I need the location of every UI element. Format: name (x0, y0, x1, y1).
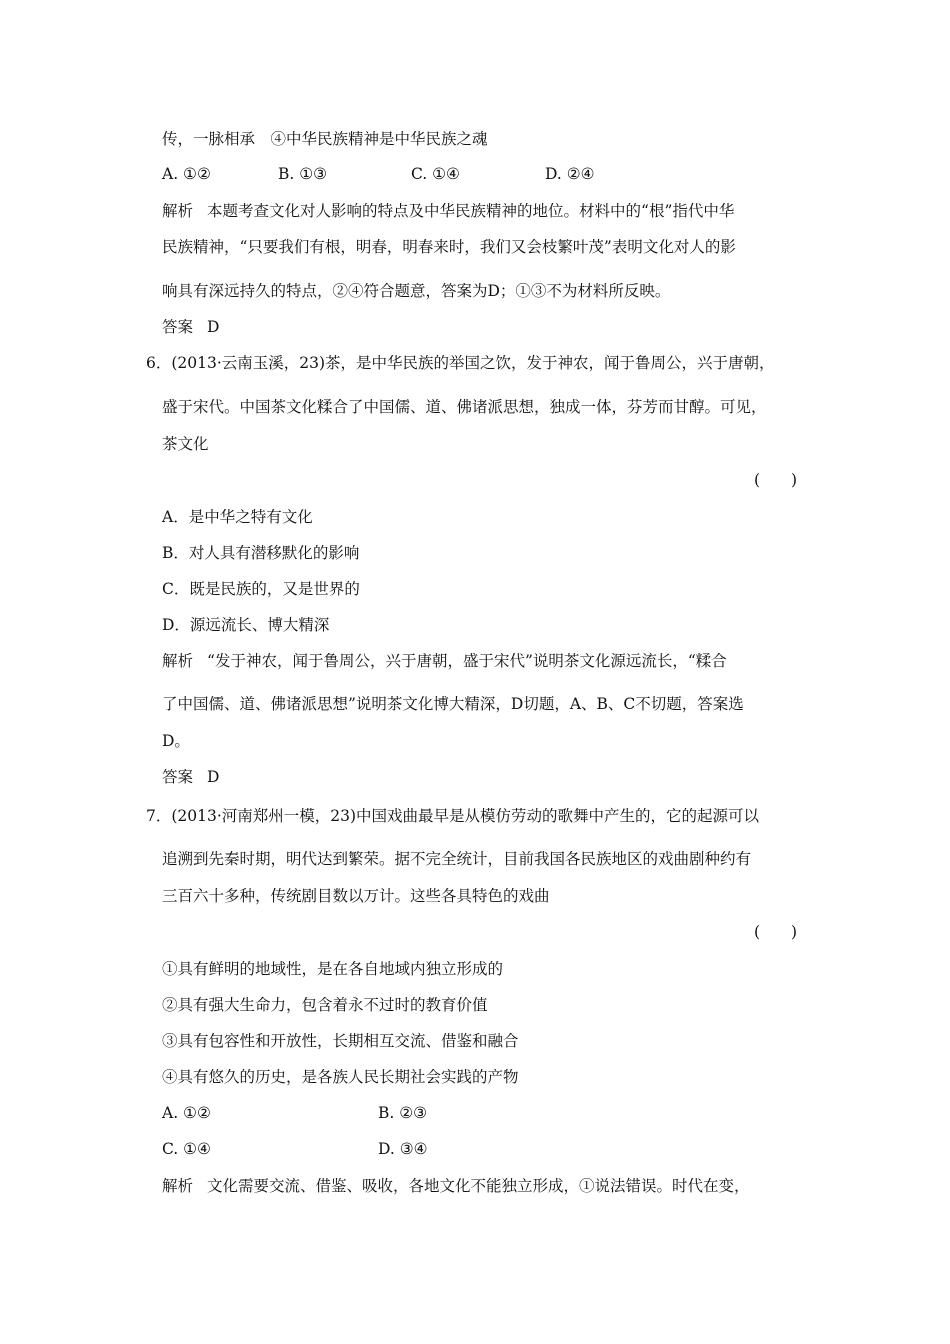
q6-option-a: A．是中华之特有文化 (162, 508, 313, 526)
q7-stem-line-2: 追溯到先秦时期，明代达到繁荣。据不完全统计，目前我国各民族地区的戏曲剧种约有 (162, 850, 752, 868)
q6-analysis-line-2: 了中国儒、道、佛诸派思想”说明茶文化博大精深，D切题，A、B、C不切题，答案选 (162, 695, 744, 713)
q6-stem-line-1: 6．(2013·云南玉溪，23)茶，是中华民族的举国之饮，发于神农，闻于鲁周公，兴于唐朝， (146, 354, 775, 372)
q5-continuation: 传，一脉相承 ④中华民族精神是中华民族之魂 (162, 130, 488, 148)
q6-option-c: C．既是民族的，又是世界的 (162, 580, 360, 598)
q6-analysis-line-3: D。 (162, 732, 190, 750)
q7-option-c: C. ①④ (162, 1140, 211, 1158)
q6-option-d: D．源远流长、博大精深 (162, 616, 330, 634)
q7-statement-1: ①具有鲜明的地域性，是在各自地域内独立形成的 (162, 960, 504, 978)
q5-option-c: C. ①④ (411, 165, 460, 183)
answer-label: 答案 (162, 318, 194, 336)
q5-analysis-line-2: 民族精神，“只要我们有根，明春，明春来时，我们又会枝繁叶茂”表明文化对人的影 (162, 238, 736, 256)
q5-option-b: B. ①③ (278, 165, 328, 183)
q7-statement-3: ③具有包容性和开放性，长期相互交流、借鉴和融合 (162, 1032, 519, 1050)
q6-stem-line-3: 茶文化 (162, 435, 209, 453)
answer-value: D (207, 768, 220, 786)
q5-analysis-line-1: 解析 本题考查文化对人影响的特点及中华民族精神的地位。材料中的“根”指代中华 (162, 202, 735, 220)
q7-stem-line-3: 三百六十多种，传统剧目数以万计。这些各具特色的戏曲 (162, 887, 550, 905)
analysis-label: 解析 (162, 1177, 194, 1195)
q7-statement-4: ④具有悠久的历史，是各族人民长期社会实践的产物 (162, 1068, 519, 1086)
analysis-label: 解析 (162, 652, 194, 670)
answer-label: 答案 (162, 768, 194, 786)
q6-stem-line-2: 盛于宋代。中国茶文化糅合了中国儒、道、佛诸派思想，独成一体，芬芳而甘醇。可见， (162, 398, 767, 416)
q7-option-b: B. ②③ (378, 1104, 428, 1122)
q7-option-a: A. ①② (162, 1104, 211, 1122)
q6-option-b: B．对人具有潜移默化的影响 (162, 544, 360, 562)
answer-value: D (207, 318, 220, 336)
q6-analysis-line-1: 解析 “发于神农，闻于鲁周公，兴于唐朝，盛于宋代”说明茶文化源远流长，“糅合 (162, 652, 727, 670)
q5-option-d: D. ②④ (545, 165, 595, 183)
q7-option-d: D. ③④ (378, 1140, 428, 1158)
analysis-label: 解析 (162, 202, 194, 220)
q7-stem-line-1: 7．(2013·河南郑州一模，23)中国戏曲最早是从模仿劳动的歌舞中产生的，它的起源可以 (146, 807, 760, 825)
q5-option-a: A. ①② (162, 165, 211, 183)
q7-statement-2: ②具有强大生命力，包含着永不过时的教育价值 (162, 996, 488, 1014)
q6-answer-blank: ( ) (754, 471, 798, 489)
q5-analysis-line-3: 响具有深远持久的特点，②④符合题意，答案为D；①③不为材料所反映。 (162, 282, 671, 300)
q7-analysis-line-1: 解析 文化需要交流、借鉴、吸收，各地文化不能独立形成，①说法错误。时代在变， (162, 1177, 750, 1195)
q5-answer (162, 317, 219, 337)
q6-answer (162, 767, 219, 787)
q7-answer-blank: ( ) (754, 923, 798, 941)
